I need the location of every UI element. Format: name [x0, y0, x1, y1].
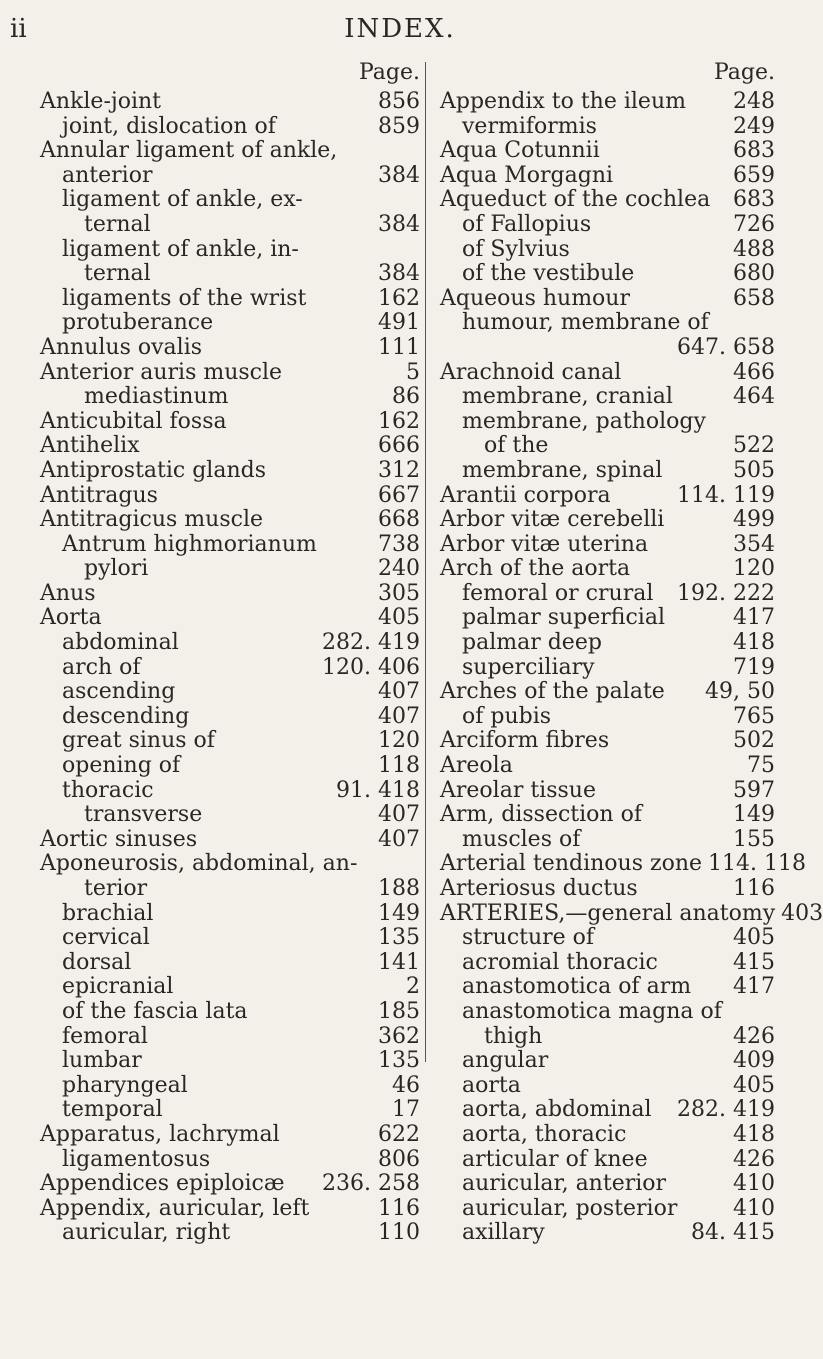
entry-term: Aqueduct of the cochlea [440, 187, 711, 213]
entry-page: 410 [733, 1171, 775, 1197]
index-entry [40, 361, 420, 386]
index-entry [440, 1000, 775, 1025]
entry-term: of pubis [462, 703, 552, 729]
entry-term: transverse [84, 802, 203, 828]
entry-page: 49, 50 [705, 679, 775, 705]
entry-page: 405 [378, 605, 420, 631]
index-entry [440, 1098, 775, 1123]
entry-page: 683 [733, 187, 775, 213]
index-entry [440, 287, 775, 312]
entry-term: of the fascia lata [62, 998, 248, 1024]
entry-page: 149 [733, 802, 775, 828]
entry-page: 505 [733, 457, 775, 483]
entry-page: 149 [378, 900, 420, 926]
index-entry [440, 1197, 775, 1222]
index-entry [440, 582, 775, 607]
entry-term: epicranial [62, 974, 174, 1000]
entry-page: 141 [378, 949, 420, 975]
index-entry [40, 828, 420, 853]
entry-term: aorta, abdominal [462, 1097, 652, 1123]
entry-term: Aorta [40, 605, 102, 631]
entry-term: Arbor vitæ cerebelli [440, 507, 665, 533]
entry-page: 84. 415 [691, 1220, 775, 1246]
entry-term: ternal [84, 261, 151, 287]
entry-term: Areolar tissue [440, 777, 596, 803]
entry-term: of Sylvius [462, 236, 570, 262]
index-entry [440, 729, 775, 754]
entry-term: Arteriosus ductus [440, 876, 638, 901]
entry-term: opening of [62, 753, 181, 779]
index-entry [40, 852, 420, 877]
entry-term: angular [462, 1048, 549, 1074]
index-entry [40, 508, 420, 533]
index-entry [440, 484, 775, 509]
entry-term: pharyngeal [62, 1072, 188, 1098]
entry-term: Annulus ovalis [40, 334, 203, 360]
page-header [0, 14, 800, 50]
index-entry [40, 188, 420, 213]
index-entry [440, 631, 775, 656]
entry-page: 417 [733, 605, 775, 631]
index-entry [40, 877, 420, 902]
index-entry [40, 729, 420, 754]
index-entry [440, 606, 775, 631]
entry-term: of the [484, 433, 549, 459]
index-entry [440, 1049, 775, 1074]
entry-term: palmar deep [462, 630, 602, 656]
index-entry [440, 975, 775, 1000]
entry-page: 17 [392, 1097, 420, 1123]
entry-page: 491 [378, 310, 420, 336]
index-entry [40, 1221, 420, 1246]
entry-page: 409 [733, 1048, 775, 1074]
index-entry [440, 705, 775, 730]
entry-term: Antitragicus muscle [40, 507, 263, 533]
index-entry [40, 606, 420, 631]
index-entry [440, 1123, 775, 1148]
index-entry [40, 410, 420, 435]
entry-term: Aqueous humour [440, 285, 630, 311]
index-entry [440, 877, 775, 902]
entry-page: 155 [733, 826, 775, 852]
entry-term: membrane, pathology [462, 408, 706, 434]
entry-page: 185 [378, 998, 420, 1024]
entry-page: 522 [733, 433, 775, 459]
entry-term: joint, dislocation of [62, 113, 276, 139]
index-column-right [440, 60, 823, 1246]
entry-page: 417 [733, 974, 775, 1000]
index-entry [440, 754, 775, 779]
index-entry [40, 1025, 420, 1050]
index-entry [40, 1049, 420, 1074]
entry-term: articular of knee [462, 1146, 648, 1172]
entry-term: Appendix to the ileum [440, 89, 686, 114]
index-entry [440, 900, 823, 927]
entry-term: superciliary [462, 654, 595, 680]
entry-page: 2 [406, 974, 420, 1000]
index-entry [440, 1074, 775, 1099]
entry-page: 305 [378, 580, 420, 606]
index-entry [440, 1025, 775, 1050]
entry-term: thoracic [62, 777, 154, 803]
index-entry [40, 975, 420, 1000]
entry-term: ascending [62, 679, 176, 705]
entry-term: Arantii corpora [440, 482, 611, 508]
entry-term: auricular, posterior [462, 1195, 678, 1221]
entry-page: 738 [378, 531, 420, 557]
entry-page: 666 [378, 433, 420, 459]
index-entry [40, 557, 420, 582]
index-entry [440, 188, 775, 213]
entry-term: membrane, cranial [462, 384, 673, 410]
index-entry [40, 1172, 420, 1197]
entry-page: 116 [733, 876, 775, 901]
index-entry [40, 90, 420, 115]
entry-page: 683 [733, 138, 775, 164]
entry-term: Anterior auris muscle [40, 359, 283, 385]
entry-term: mediastinum [84, 384, 229, 410]
page-column-heading: Page. [713, 60, 775, 85]
entry-term: ternal [84, 211, 151, 237]
entry-page: 659 [733, 162, 775, 188]
entry-page: 407 [378, 802, 420, 828]
entry-term: aorta [462, 1072, 521, 1098]
entry-page: 86 [392, 384, 420, 410]
entry-page: 726 [733, 211, 775, 237]
index-entry [440, 803, 775, 828]
index-entry [440, 238, 775, 263]
entry-term: Anus [40, 580, 96, 606]
entry-page: 236. 258 [322, 1171, 420, 1197]
entry-term: of the vestibule [462, 261, 635, 287]
index-entry [440, 1221, 775, 1246]
index-entry [440, 410, 775, 435]
index-entry [40, 484, 420, 509]
index-entry [40, 680, 420, 705]
entry-page: 502 [733, 728, 775, 754]
index-column-left [40, 60, 420, 1246]
index-entry [40, 262, 420, 287]
entry-page: 384 [378, 211, 420, 237]
entry-page: 110 [378, 1220, 420, 1246]
entry-term: structure of [462, 925, 595, 951]
entry-page: 856 [378, 89, 420, 114]
entry-page: 859 [378, 113, 420, 139]
index-entry [440, 459, 775, 484]
entry-term: anastomotica of arm [462, 974, 692, 1000]
index-entry [440, 557, 775, 582]
entry-page: 658 [733, 285, 775, 311]
entry-term: Antitragus [40, 482, 158, 508]
entry-term: Ankle-joint [40, 89, 161, 114]
index-entry [440, 656, 775, 681]
entry-term: Appendix, auricular, left [40, 1195, 310, 1221]
entry-page: 114. 118 [708, 851, 806, 877]
index-entry [40, 311, 420, 336]
index-entry [440, 533, 775, 558]
entry-page: 91. 418 [336, 777, 420, 803]
index-entry [440, 139, 775, 164]
index-entry [40, 115, 420, 140]
entry-page: 405 [733, 925, 775, 951]
entry-term: great sinus of [62, 728, 215, 754]
entry-term: of Fallopius [462, 211, 592, 237]
entry-term: ARTERIES,—general anatomy [440, 900, 776, 926]
entry-term: terior [84, 876, 148, 901]
entry-term: femoral or crural [462, 580, 654, 606]
entry-term: Arches of the palate [440, 679, 665, 705]
column-divider [425, 62, 426, 1062]
index-entry [40, 779, 420, 804]
entry-term: Aqua Cotunnii [440, 138, 600, 164]
entry-term: Arterial tendinous zone [440, 851, 703, 877]
index-entry [40, 754, 420, 779]
index-entry [40, 803, 420, 828]
entry-term: brachial [62, 900, 154, 926]
entry-term: Arachnoid canal [440, 359, 622, 385]
entry-term: Arbor vitæ uterina [440, 531, 649, 557]
index-entry [440, 779, 775, 804]
entry-term: pylori [84, 556, 149, 582]
entry-page: 647. 658 [677, 334, 775, 360]
entry-term: dorsal [62, 949, 132, 975]
entry-page: 680 [733, 261, 775, 287]
entry-term: Aortic sinuses [40, 826, 198, 852]
entry-term: vermiformis [462, 113, 597, 139]
index-entry [440, 508, 775, 533]
entry-term: Anticubital fossa [40, 408, 227, 434]
index-entry [440, 361, 775, 386]
entry-term: Antihelix [40, 433, 140, 459]
entry-term: cervical [62, 925, 150, 951]
entry-term: aorta, thoracic [462, 1121, 627, 1147]
entry-page: 120 [733, 556, 775, 582]
index-entry [40, 385, 420, 410]
entry-page: 765 [733, 703, 775, 729]
entry-term: membrane, spinal [462, 457, 663, 483]
entry-page: 466 [733, 359, 775, 385]
entry-term: auricular, right [62, 1220, 231, 1246]
index-entry [40, 1197, 420, 1222]
entry-term: Aponeurosis, abdominal, an- [40, 851, 358, 877]
entry-term: axillary [462, 1220, 545, 1246]
entry-term: descending [62, 703, 190, 729]
index-entry [40, 951, 420, 976]
entry-term: palmar superficial [462, 605, 665, 631]
entry-page: 114. 119 [677, 482, 775, 508]
index-entry [440, 262, 775, 287]
entry-page: 240 [378, 556, 420, 582]
entry-page: 118 [378, 753, 420, 779]
index-entry [440, 90, 775, 115]
index-entry [440, 828, 775, 853]
entry-page: 46 [392, 1072, 420, 1098]
index-entry [440, 385, 775, 410]
entry-term: thigh [484, 1023, 543, 1049]
index-entry [40, 533, 420, 558]
entry-page: 192. 222 [677, 580, 775, 606]
entry-page: 75 [747, 753, 775, 779]
entry-page: 407 [378, 703, 420, 729]
index-entry [440, 1148, 775, 1173]
page-column-heading: Page. [358, 60, 420, 85]
entry-term: ligament of ankle, ex- [62, 187, 303, 213]
entry-page: 407 [378, 826, 420, 852]
index-entry [40, 1098, 420, 1123]
entry-page: 405 [733, 1072, 775, 1098]
entry-page: 499 [733, 507, 775, 533]
entry-page: 426 [733, 1023, 775, 1049]
index-entry [440, 434, 775, 459]
index-entry [40, 1074, 420, 1099]
entry-page: 403 [781, 900, 823, 926]
index-entry [440, 1172, 775, 1197]
index-entry [440, 951, 775, 976]
index-entry [40, 434, 420, 459]
entry-term: Annular ligament of ankle, [40, 138, 338, 164]
entry-term: humour, membrane of [462, 310, 709, 336]
entry-page: 597 [733, 777, 775, 803]
entry-page: 668 [378, 507, 420, 533]
entry-term: Antiprostatic glands [40, 457, 266, 483]
index-entry [40, 1123, 420, 1148]
entry-page: 312 [378, 457, 420, 483]
entry-page: 162 [378, 285, 420, 311]
index-entry [440, 213, 775, 238]
index-entry [40, 1148, 420, 1173]
index-entry [440, 115, 775, 140]
entry-term: anterior [62, 162, 153, 188]
index-entry [40, 139, 420, 164]
index-entry [40, 656, 420, 681]
index-entry [40, 238, 420, 263]
entry-page: 120. 406 [322, 654, 420, 680]
entry-page: 488 [733, 236, 775, 262]
entry-page: 410 [733, 1195, 775, 1221]
index-entry [440, 336, 775, 361]
entry-page: 354 [733, 531, 775, 557]
entry-term: Areola [440, 753, 513, 779]
entry-term: ligaments of the wrist [62, 285, 307, 311]
index-entry [440, 164, 775, 189]
entry-page: 282. 419 [677, 1097, 775, 1123]
entry-page: 806 [378, 1146, 420, 1172]
entry-term: femoral [62, 1023, 148, 1049]
entry-page: 188 [378, 876, 420, 901]
entry-page: 415 [733, 949, 775, 975]
entry-page: 5 [406, 359, 420, 385]
index-entry [40, 705, 420, 730]
entry-term: acromial thoracic [462, 949, 658, 975]
index-entry [40, 582, 420, 607]
entry-term: auricular, anterior [462, 1171, 667, 1197]
index-entry [440, 926, 775, 951]
index-entry [40, 213, 420, 238]
entry-page: 248 [733, 89, 775, 114]
entry-page: 249 [733, 113, 775, 139]
entry-term: Arch of the aorta [440, 556, 631, 582]
entry-term: lumbar [62, 1048, 142, 1074]
entry-term: Appendices epiploicæ [40, 1171, 285, 1197]
page-title: INDEX. [344, 14, 456, 44]
index-entry [40, 902, 420, 927]
entry-term: abdominal [62, 630, 179, 656]
entry-page: 384 [378, 261, 420, 287]
index-entry [40, 164, 420, 189]
entry-page: 116 [378, 1195, 420, 1221]
entry-term: Arciform fibres [440, 728, 610, 754]
entry-page: 622 [378, 1121, 420, 1147]
entry-page: 384 [378, 162, 420, 188]
entry-page: 719 [733, 654, 775, 680]
entry-page: 362 [378, 1023, 420, 1049]
entry-term: Apparatus, lachrymal [40, 1121, 280, 1147]
index-entry [40, 459, 420, 484]
index-entry [440, 851, 806, 877]
entry-page: 162 [378, 408, 420, 434]
index-entry [440, 311, 775, 336]
entry-term: arch of [62, 654, 141, 680]
entry-page: 111 [378, 334, 420, 360]
entry-term: muscles of [462, 826, 581, 852]
entry-page: 407 [378, 679, 420, 705]
entry-page: 464 [733, 384, 775, 410]
entry-term: Arm, dissection of [440, 802, 642, 828]
index-entry [440, 680, 775, 705]
entry-term: temporal [62, 1097, 163, 1123]
index-entry [40, 631, 420, 656]
entry-term: Antrum highmorianum [62, 531, 317, 557]
entry-page: 426 [733, 1146, 775, 1172]
entry-page: 418 [733, 1121, 775, 1147]
page-number: ii [10, 14, 27, 44]
entry-page: 120 [378, 728, 420, 754]
entry-term: anastomotica magna of [462, 998, 722, 1024]
index-entry [40, 287, 420, 312]
index-entry [40, 1000, 420, 1025]
entry-page: 667 [378, 482, 420, 508]
index-entry [40, 926, 420, 951]
entry-term: Aqua Morgagni [440, 162, 614, 188]
entry-page: 282. 419 [322, 630, 420, 656]
index-entry [40, 336, 420, 361]
entry-page: 418 [733, 630, 775, 656]
entry-page: 135 [378, 925, 420, 951]
entry-term: ligamentosus [62, 1146, 211, 1172]
entry-term: protuberance [62, 310, 214, 336]
entry-term: ligament of ankle, in- [62, 236, 299, 262]
entry-page: 135 [378, 1048, 420, 1074]
